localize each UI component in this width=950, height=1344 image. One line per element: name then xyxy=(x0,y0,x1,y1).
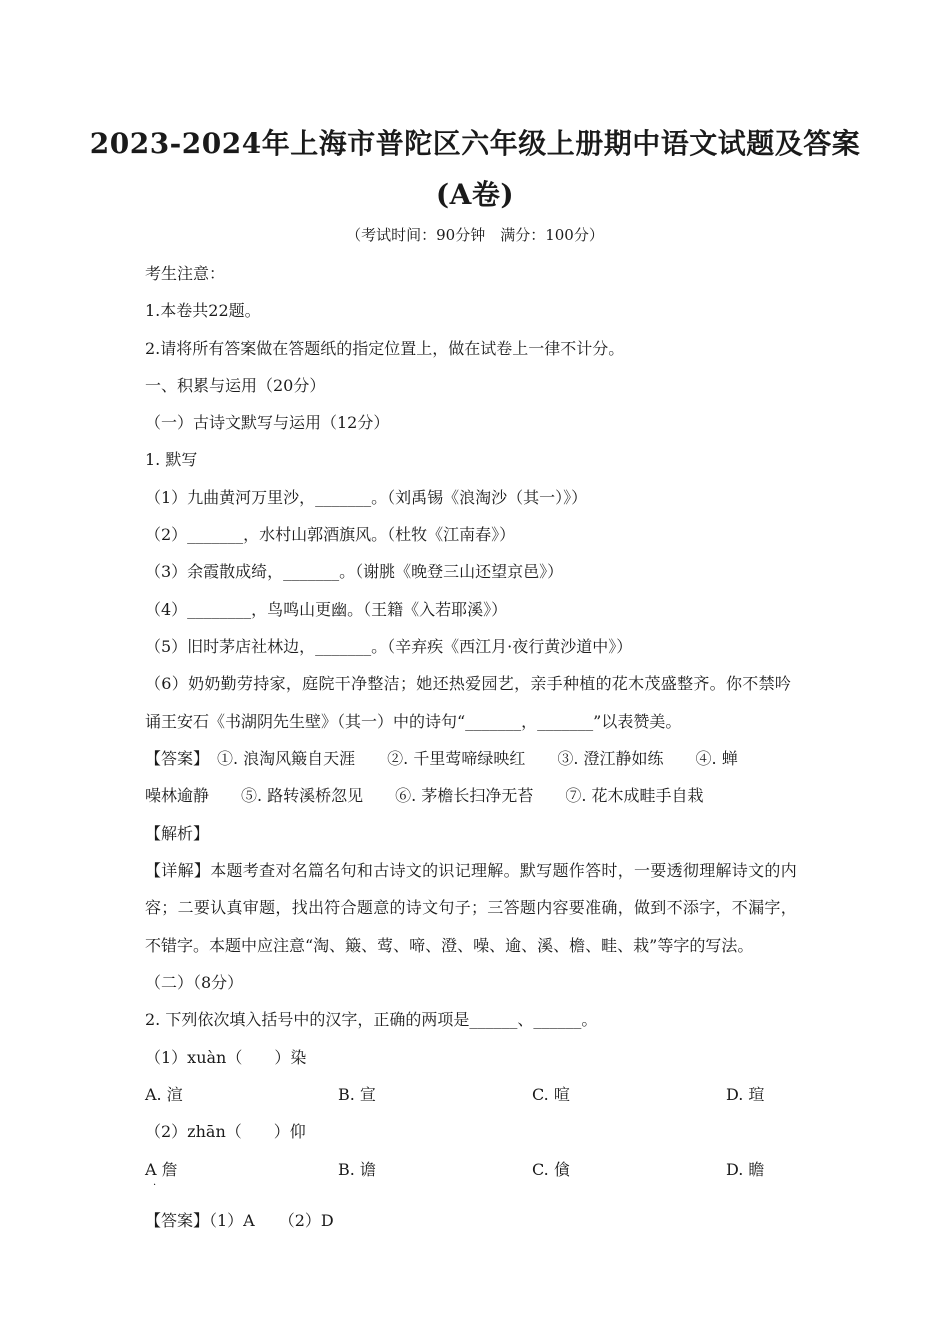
q1-item-2: （2）_______，水村山郭酒旗风。（杜牧《江南春》） xyxy=(145,525,516,544)
detail-line-3: 不错字。本题中应注意“淘、簸、莺、啼、澄、噪、逾、溪、檐、畦、栽”等字的写法。 xyxy=(145,936,754,955)
q2-sub2-option-a: A 詹 xyxy=(145,1160,178,1179)
analysis-heading: 【解析】 xyxy=(145,824,210,843)
q2-sub1-option-c: C. 喧 xyxy=(532,1085,570,1104)
question-2-heading: 2. 下列依次填入括号中的汉字，正确的两项是______、______。 xyxy=(145,1010,598,1029)
q2-sub-question-2: （2）zhān（ ）仰 xyxy=(145,1122,306,1141)
q2-sub-question-1: （1）xuàn（ ）染 xyxy=(145,1048,307,1067)
part-1-heading: （一）古诗文默写与运用（12分） xyxy=(145,413,390,432)
q2-sub2-option-d: D. 瞻 xyxy=(726,1160,765,1179)
section-1-heading: 一、积累与运用（20分） xyxy=(145,376,326,395)
stray-dot-mark: · xyxy=(153,1180,157,1191)
detail-line-1: 【详解】本题考查对名篇名句和古诗文的识记理解。默写题作答时，一要透彻理解诗文的内 xyxy=(145,861,798,880)
q2-sub2-option-b: B. 谵 xyxy=(338,1160,376,1179)
document-title-line1: 2023-2024年上海市普陀区六年级上册期中语文试题及答案 xyxy=(89,127,861,160)
q1-item-4: （4）________，鸟鸣山更幽。（王籍《入若耶溪》） xyxy=(145,600,508,619)
q2-answer: 【答案】（1）A （2）D xyxy=(145,1211,334,1230)
notice-item-2: 2.请将所有答案做在答题纸的指定位置上，做在试卷上一律不计分。 xyxy=(145,339,625,358)
q1-item-3: （3）余霞散成绮，_______。（谢朓《晚登三山还望京邑》） xyxy=(145,562,564,581)
notice-item-1: 1.本卷共22题。 xyxy=(145,301,261,320)
q2-sub1-option-d: D. 瑄 xyxy=(726,1085,765,1104)
detail-line-2: 容；二要认真审题，找出符合题意的诗文句子；三答题内容要准确，做到不添字，不漏字， xyxy=(145,898,798,917)
notice-heading: 考生注意： xyxy=(145,264,226,283)
q1-item-5: （5）旧时茅店社林边，_______。（辛弃疾《西江月·夜行黄沙道中》） xyxy=(145,637,633,656)
question-1-heading: 1. 默写 xyxy=(145,450,198,469)
q1-answer-line-2: 噪林逾静 ⑤. 路转溪桥忽见 ⑥. 茅檐长扫净无苔 ⑦. 花木成畦手自栽 xyxy=(145,786,704,805)
part-2-heading: （二）（8分） xyxy=(145,973,244,992)
q1-item-6-line-2: 诵王安石《书湖阴先生壁》（其一）中的诗句“_______，_______”以表赞美。 xyxy=(145,712,682,731)
document-title-line2: (A卷) xyxy=(435,178,515,211)
q1-answer-line-1: 【答案】 ①. 浪淘风簸自天涯 ②. 千里莺啼绿映红 ③. 澄江静如练 ④. 蝉 xyxy=(145,749,738,768)
q1-item-6-line-1: （6）奶奶勤劳持家，庭院干净整洁；她还热爱园艺，亲手种植的花木茂盛整齐。你不禁吟 xyxy=(145,674,792,693)
q2-sub1-option-a: A. 渲 xyxy=(145,1085,183,1104)
exam-info: （考试时间：90分钟 满分：100分） xyxy=(346,226,604,244)
q1-item-1: （1）九曲黄河万里沙，_______。（刘禹锡《浪淘沙（其一）》） xyxy=(145,488,588,507)
q2-sub1-option-b: B. 宣 xyxy=(338,1085,376,1104)
q2-sub2-option-c: C. 僋 xyxy=(532,1160,570,1179)
